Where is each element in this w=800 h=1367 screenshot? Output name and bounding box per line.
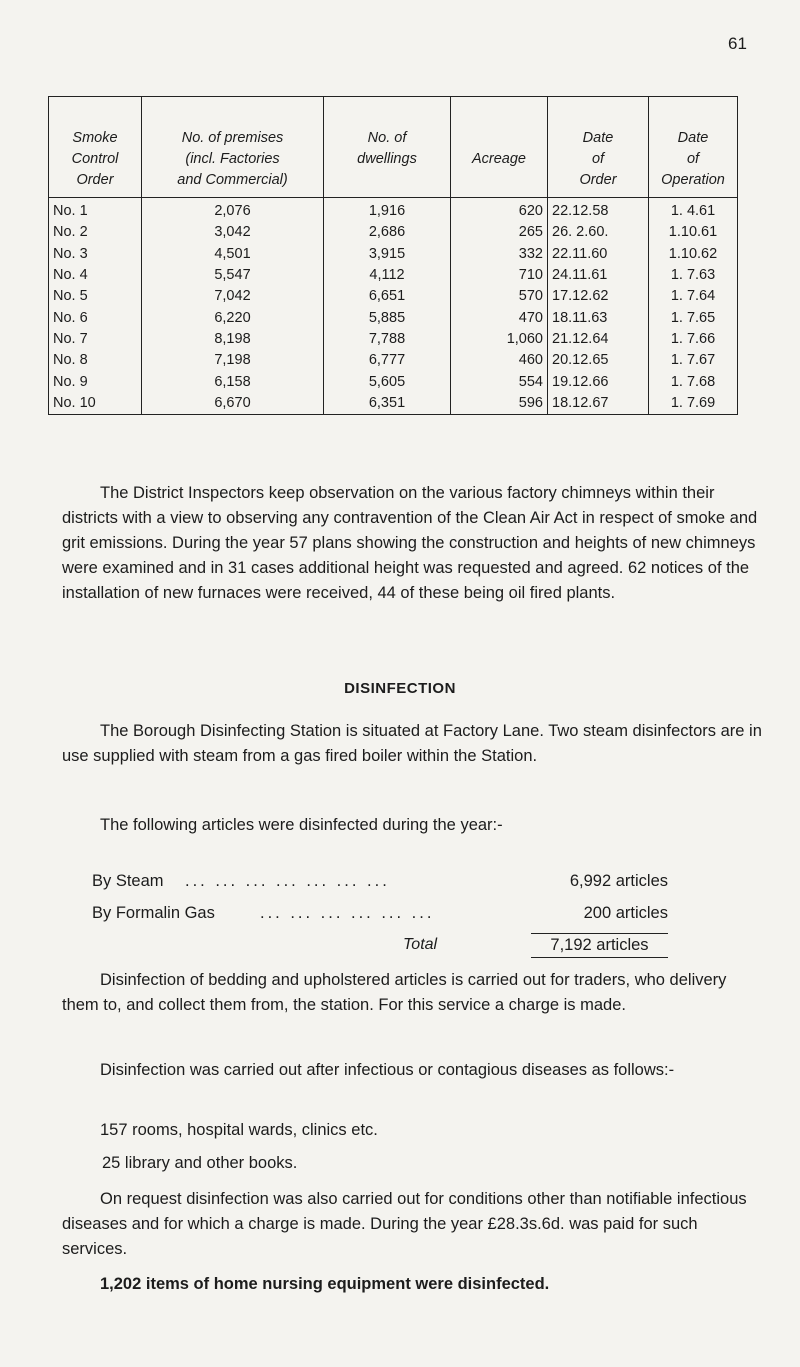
table-row: No. 10 6,670 6,351 596 18.12.67 1. 7.69 — [49, 393, 738, 415]
formalin-label: By Formalin Gas — [92, 904, 215, 922]
total-label: Total — [403, 936, 438, 953]
table-row: No. 2 3,042 2,686 265 26. 2.60. 1.10.61 — [49, 222, 738, 243]
table-row: No. 7 8,198 7,788 1,060 21.12.64 1. 7.66 — [49, 329, 738, 350]
station-paragraph: The Borough Disinfecting Station is situated at Factory Lane. Two steam disinfectors are in use supplied with steam from a gas fired boiler within the Station. — [62, 722, 762, 765]
header-date-of-operation: Date of Operation — [649, 97, 738, 198]
nursing-line: 1,202 items of home nursing equipment were disinfected. — [100, 1275, 550, 1293]
inspectors-paragraph: The District Inspectors keep observation on the various factory chimneys within their districts with a view to observing any contravention of the Clean Air Act in respect of smoke and grit emissions. During the year 57 plans showing the construction and heights of new chimneys were examined and in 31 cases additional height was requested and agreed. 62 notices of the installation of new furnaces were received, 44 of these being oil fired plants. — [62, 484, 758, 602]
steam-label: By Steam — [92, 872, 164, 890]
formalin-value: 200 articles — [583, 904, 668, 922]
header-acreage: Acreage — [451, 97, 548, 198]
bedding-paragraph: Disinfection of bedding and upholstered articles is carried out for traders, who delivery them to, and collect them from, the station. For this service a charge is made. — [62, 971, 727, 1014]
rooms-line: 157 rooms, hospital wards, clinics etc. — [100, 1121, 378, 1139]
header-premises: No. of premises (incl. Factories and Commercial) — [142, 97, 324, 198]
total-value: 7,192 articles — [531, 933, 668, 958]
table-row: No. 9 6,158 5,605 554 19.12.66 1. 7.68 — [49, 371, 738, 392]
steam-leader-dots: ... ... ... ... ... ... ... — [185, 872, 390, 890]
header-date-of-order: Date of Order — [548, 97, 649, 198]
header-order: Smoke Control Order — [49, 97, 142, 198]
header-dwellings: No. of dwellings — [324, 97, 451, 198]
following-articles-paragraph: The following articles were disinfected during the year:- — [100, 816, 503, 834]
table-row: No. 1 2,076 1,916 620 22.12.58 1. 4.61 — [49, 198, 738, 223]
table-row: No. 8 7,198 6,777 460 20.12.65 1. 7.67 — [49, 350, 738, 371]
formalin-leader-dots: ... ... ... ... ... ... — [260, 904, 435, 922]
table-row: No. 6 6,220 5,885 470 18.11.63 1. 7.65 — [49, 307, 738, 328]
books-line: 25 library and other books. — [102, 1154, 298, 1172]
disinfection-heading: DISINFECTION — [344, 680, 456, 697]
infectious-paragraph: Disinfection was carried out after infectious or contagious diseases as follows:- — [100, 1061, 675, 1079]
smoke-control-orders-table — [48, 96, 738, 415]
table-row: No. 3 4,501 3,915 332 22.11.60 1.10.62 — [49, 244, 738, 265]
table-row: No. 5 7,042 6,651 570 17.12.62 1. 7.64 — [49, 286, 738, 307]
table-row: No. 4 5,547 4,112 710 24.11.61 1. 7.63 — [49, 265, 738, 286]
table-header-row — [49, 97, 738, 198]
request-paragraph: On request disinfection was also carried out for conditions other than notifiable infectious diseases and for which a charge is made. During the year £28.3s.6d. was paid for such services. — [62, 1190, 747, 1258]
page-number: 61 — [728, 34, 747, 53]
steam-value: 6,992 articles — [569, 872, 668, 890]
